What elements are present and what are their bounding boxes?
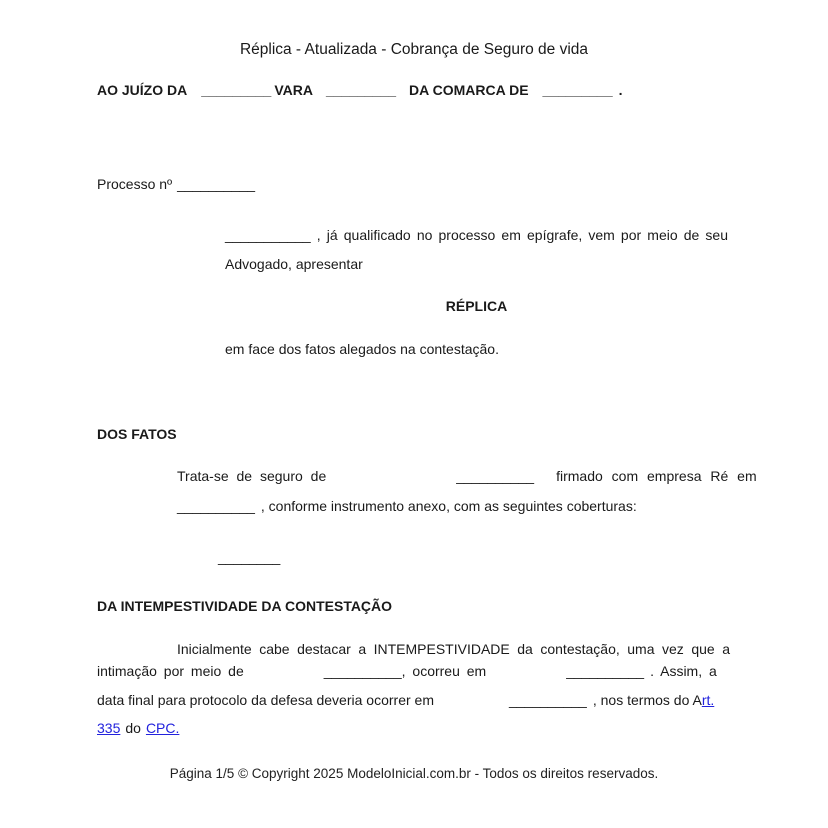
intempestividade-heading [97,597,392,617]
intempestividade-heading-text: DA INTEMPESTIVIDADE DA CONTESTAÇÃO [97,598,393,614]
court-label-1: AO JUÍZO DA [97,82,188,98]
dos-fatos-heading-text: DOS FATOS [97,426,177,442]
page-footer [0,765,828,785]
intempestividade-line-2 [97,662,730,682]
intempestividade-line-4 [97,719,179,739]
spacer [244,675,324,676]
fatos-seg-1: Trata-se de seguro de [177,468,327,484]
coverage-blank-line [218,548,280,568]
qualification-text-1: ___________ , já qualificado no processo em epígrafe, vem por meio de seu [225,227,728,243]
intempestividade-seg-2: , ocorreu em [401,663,487,679]
blank-field-data-intimacao: __________ [566,663,645,679]
intempestividade-line-1 [177,640,730,660]
blank-field-seguro-tipo: __________ [456,468,535,484]
processo-label: Processo nº [97,176,173,192]
fatos-seg-2: firmado com empresa Ré em [556,468,757,484]
spacer [434,704,509,705]
qualification-text-2: Advogado, apresentar [225,256,363,272]
intempestividade-seg-1: intimação por meio de [97,663,244,679]
blank-field-comarca: _________ [542,82,613,98]
blank-field-data-contrato: __________ [177,498,255,514]
spacer [326,480,456,481]
spacer [529,94,543,95]
intempestividade-seg-4: data final para protocolo da defesa deveria ocorrer em [97,692,434,708]
fatos-line-2 [177,497,637,517]
qualification-line-2 [225,255,363,275]
court-label-3: DA COMARCA DE [409,82,529,98]
art-335-link-part-2[interactable]: 335 [97,720,121,736]
cpc-link[interactable]: CPC. [145,720,180,736]
qualification-line-1 [225,226,728,246]
dos-fatos-heading [97,425,177,445]
replica-heading [225,297,728,317]
intempestividade-text-1: Inicialmente cabe destacar a INTEMPESTIVIDADE da contestação, uma vez que a [177,641,730,657]
document-title [0,41,828,61]
blank-field-data-final: __________ [508,692,587,708]
blank-field-vara: _________ [201,82,272,98]
art-335-link-part-1[interactable]: rt. [701,692,715,708]
intempestividade-seg-3: . Assim, a [650,663,717,679]
spacer [187,94,201,95]
fatos-line-1 [177,467,757,487]
blank-field-processo: __________ [177,176,256,192]
blank-field-vara-type: _________ [325,82,397,98]
court-period: . [618,82,623,98]
spacer [534,480,556,481]
em-face-text: em face dos fatos alegados na contestação. [225,341,499,357]
em-face-line [225,340,499,360]
document-title-text: Réplica - Atualizada - Cobrança de Seguro de vida [239,41,589,58]
spacer [313,94,326,95]
blank-field-coberturas: ________ [218,549,281,565]
fatos-line-2-text: , conforme instrumento anexo, com as seguintes coberturas: [260,498,637,514]
processo-line [97,175,255,195]
blank-field-meio-intimacao: __________ [323,663,402,679]
intempestividade-seg-6: do [125,720,141,736]
intempestividade-seg-5: , nos termos do A [592,692,702,708]
page-footer-text: Página 1/5 © Copyright 2025 ModeloInicial.com.br - Todos os direitos reservados. [169,766,659,781]
court-label-2: VARA [274,82,313,98]
intempestividade-line-3 [97,691,730,711]
replica-heading-text: RÉPLICA [445,298,508,314]
court-line [97,81,623,101]
spacer [486,675,566,676]
spacer [396,94,409,95]
